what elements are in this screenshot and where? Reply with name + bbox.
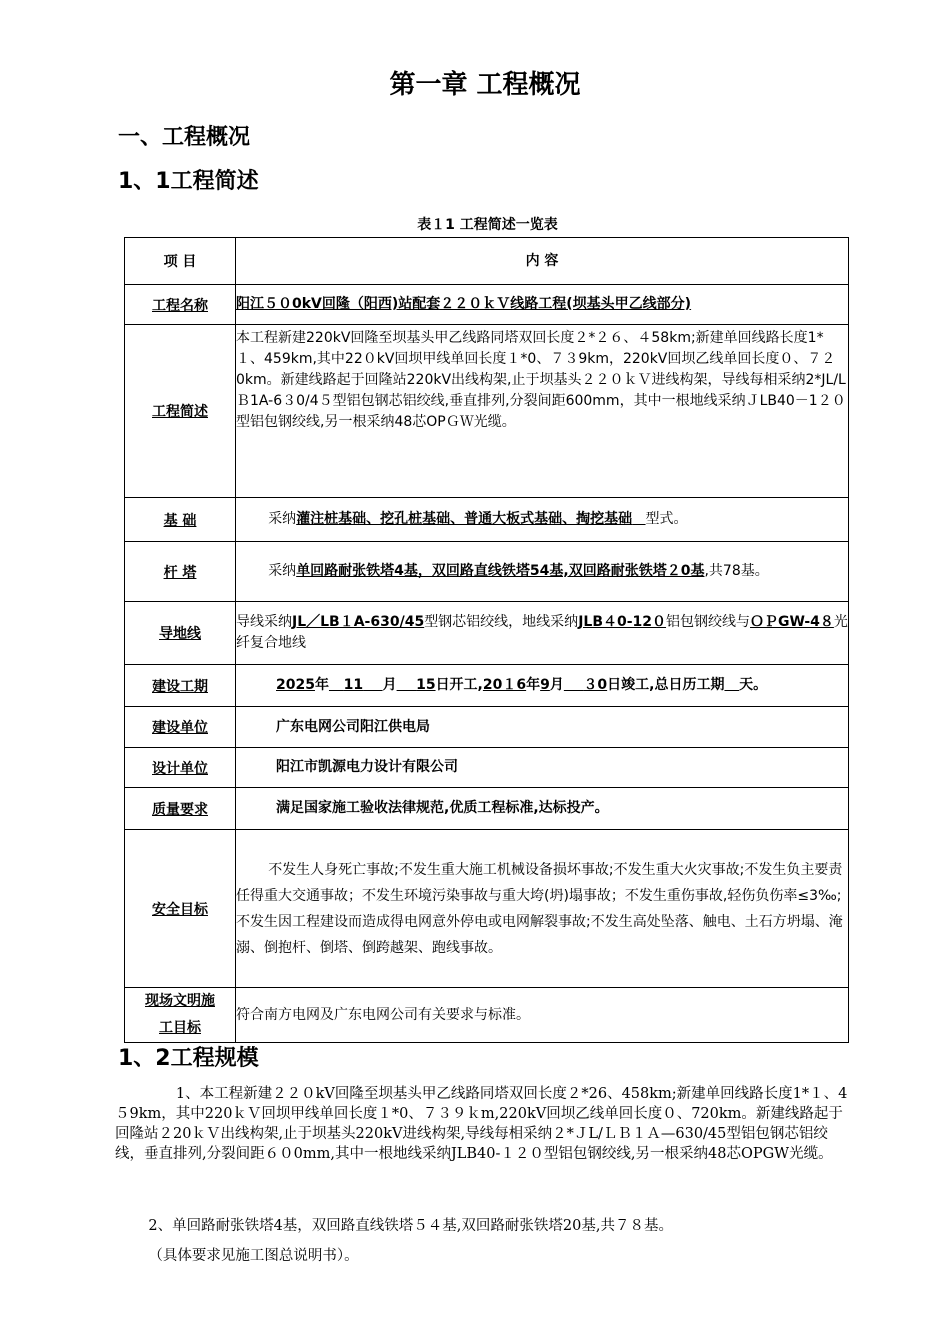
- header-content: 内 容: [236, 238, 849, 285]
- civilized-value: 符合南方电网及广东电网公司有关要求与标准。: [236, 988, 849, 1043]
- row-label: 安全目标: [125, 830, 236, 988]
- project-name: 阳江５０0kV回隆（阳西)站配套２２０ｋＶ线路工程(坝基头甲乙线部分): [236, 285, 849, 325]
- row-label: 质量要求: [125, 788, 236, 830]
- owner-value: 广东电网公司阳江供电局: [236, 707, 849, 748]
- table-row: [125, 602, 849, 665]
- opgw-model: ＯＰGW-4８: [750, 614, 834, 630]
- tower-detail: 单回路耐张铁塔4基，双回路直线铁塔54基,双回路耐张铁塔２0基: [296, 563, 705, 579]
- ground-wire-model: JLB４0-12０: [578, 614, 667, 630]
- text: 月: [382, 677, 397, 693]
- text: 年: [526, 677, 541, 693]
- row-label: 工程简述: [125, 325, 236, 498]
- row-label: 导地线: [125, 602, 236, 665]
- row-label: 杆 塔: [125, 542, 236, 602]
- row-label: 设计单位: [125, 748, 236, 788]
- section-title: 一、工程概况: [118, 125, 251, 150]
- table-row: [125, 325, 849, 498]
- text: ,共78基。: [704, 563, 769, 579]
- start-year: 2025: [276, 677, 315, 693]
- subsection-title-overview: 1、1工程简述: [118, 169, 259, 194]
- subsection-title-scale: 1、2工程规模: [118, 1046, 259, 1071]
- blank: [632, 511, 645, 527]
- table-row: [125, 665, 849, 707]
- text: 光纤复合地线: [236, 614, 848, 651]
- row-label: 建设单位: [125, 707, 236, 748]
- start-month-value: 11: [343, 677, 364, 693]
- table-row: [125, 788, 849, 830]
- text: 型式。: [645, 511, 688, 527]
- table-row: [125, 748, 849, 788]
- text: 采纳: [268, 511, 297, 527]
- table-row: [125, 542, 849, 602]
- row-label: 建设工期: [125, 665, 236, 707]
- blank: [724, 677, 739, 693]
- start-day: [397, 677, 436, 693]
- project-summary: 本工程新建220kV回隆至坝基头甲乙线路同塔双回长度２*２６、４58km;新建单回线路长度1*１、459km,其中22０kV回坝甲线单回长度１*0、７３9km，220kV回坝乙线单回长度０、７２0km。新建线路起于回隆站220kV出线构架,止于坝基头２２０ｋＶ进线构架，导线每相采纳2*JL/LＢ1A-6３0/4５型铝包钢芯铝绞线,垂直排列,分裂间距600mm，其中一根地线采纳ＪLB40－1２０型铝包钢绞线,另一根采纳48芯OPＧＷ光缆。: [236, 325, 849, 498]
- end-year: 20１6: [482, 677, 527, 693]
- conductor-model: JL／LB１A-630/45: [292, 614, 425, 630]
- safety-value: 不发生人身死亡事故;不发生重大施工机械设备损坏事故;不发生重大火灾事故;不发生负主要责任得重大交通事故；不发生环境污染事故与重大垮(坍)塌事故；不发生重伤事故,轻伤负伤率≤3‰;不发生因工程建设而造成得电网意外停电或电网解裂事故;不发生高处坠落、触电、土石方坍塌、淹溺、倒抱杆、倒塔、倒跨越架、跑线事故。: [236, 830, 849, 988]
- table-row: [125, 498, 849, 542]
- project-overview-table: [124, 237, 849, 1043]
- text: 铝包钢绞线与: [666, 614, 751, 630]
- row-label: [125, 988, 236, 1043]
- text: 日竣工,总日历工期: [607, 677, 725, 693]
- text: 采纳: [268, 563, 297, 579]
- end-month: 9: [540, 677, 550, 693]
- quality-value: 满足国家施工验收法律规范,优质工程标准,达标投产。: [236, 788, 849, 830]
- scale-paragraph-1: 1、本工程新建２２０kV回隆至坝基头甲乙线路同塔双回长度２*26、458km;新建单回线路长度1*１、4５9km，其中220ｋＶ回坝甲线单回长度１*0、７３９ｋm,220kV回坝乙线单回长度０、720km。新建线路起于回隆站２20ｋＶ出线构架,止于坝基头220kV进线构架,导线每相采纳２*ＪL/ＬＢ１Ａ—630/45型铝包钢芯铝绞线，垂直排列,分裂间距６０0mm,其中一根地线采纳JLB40-１２０型铝包钢绞线,另一根采纳48芯OPGW光缆。: [115, 1086, 848, 1162]
- conductor-value: [236, 602, 849, 665]
- start-month: [329, 677, 383, 693]
- chapter-title: 第一章 工程概况: [389, 70, 581, 100]
- text: 型钢芯铝绞线，地线采纳: [424, 614, 579, 630]
- table-row: [125, 285, 849, 325]
- foundation-types: 灌注桩基础、挖孔桩基础、普通大板式基础、掏挖基础: [296, 511, 633, 527]
- table-header-row: [125, 238, 849, 285]
- tower-value: [236, 542, 849, 602]
- text: 日开工,: [435, 677, 483, 693]
- text: 导线采纳: [236, 614, 292, 630]
- table-caption: 表１1 工程简述一览表: [417, 217, 558, 233]
- start-day-value: 15: [416, 677, 436, 693]
- label-line: 工目标: [159, 1020, 201, 1036]
- text: 年: [314, 677, 329, 693]
- label-line: 现场文明施: [145, 993, 215, 1009]
- scale-paragraph-3: （具体要求见施工图总说明书）。: [148, 1248, 359, 1264]
- table-row: [125, 707, 849, 748]
- header-item: 项 目: [125, 238, 236, 285]
- period-value: [236, 665, 849, 707]
- table-row: [125, 830, 849, 988]
- row-label: 基 础: [125, 498, 236, 542]
- designer-value: 阳江市凯源电力设计有限公司: [236, 748, 849, 788]
- text: 天。: [739, 677, 768, 693]
- scale-paragraph-2: 2、单回路耐张铁塔4基，双回路直线铁塔５４基,双回路耐张铁塔20基,共７８基。: [148, 1218, 673, 1234]
- table-row: [125, 988, 849, 1043]
- foundation-value: [236, 498, 849, 542]
- text: 月: [549, 677, 564, 693]
- end-day: [564, 677, 607, 693]
- row-label: 工程名称: [125, 285, 236, 325]
- end-day-value: ３0: [583, 677, 608, 693]
